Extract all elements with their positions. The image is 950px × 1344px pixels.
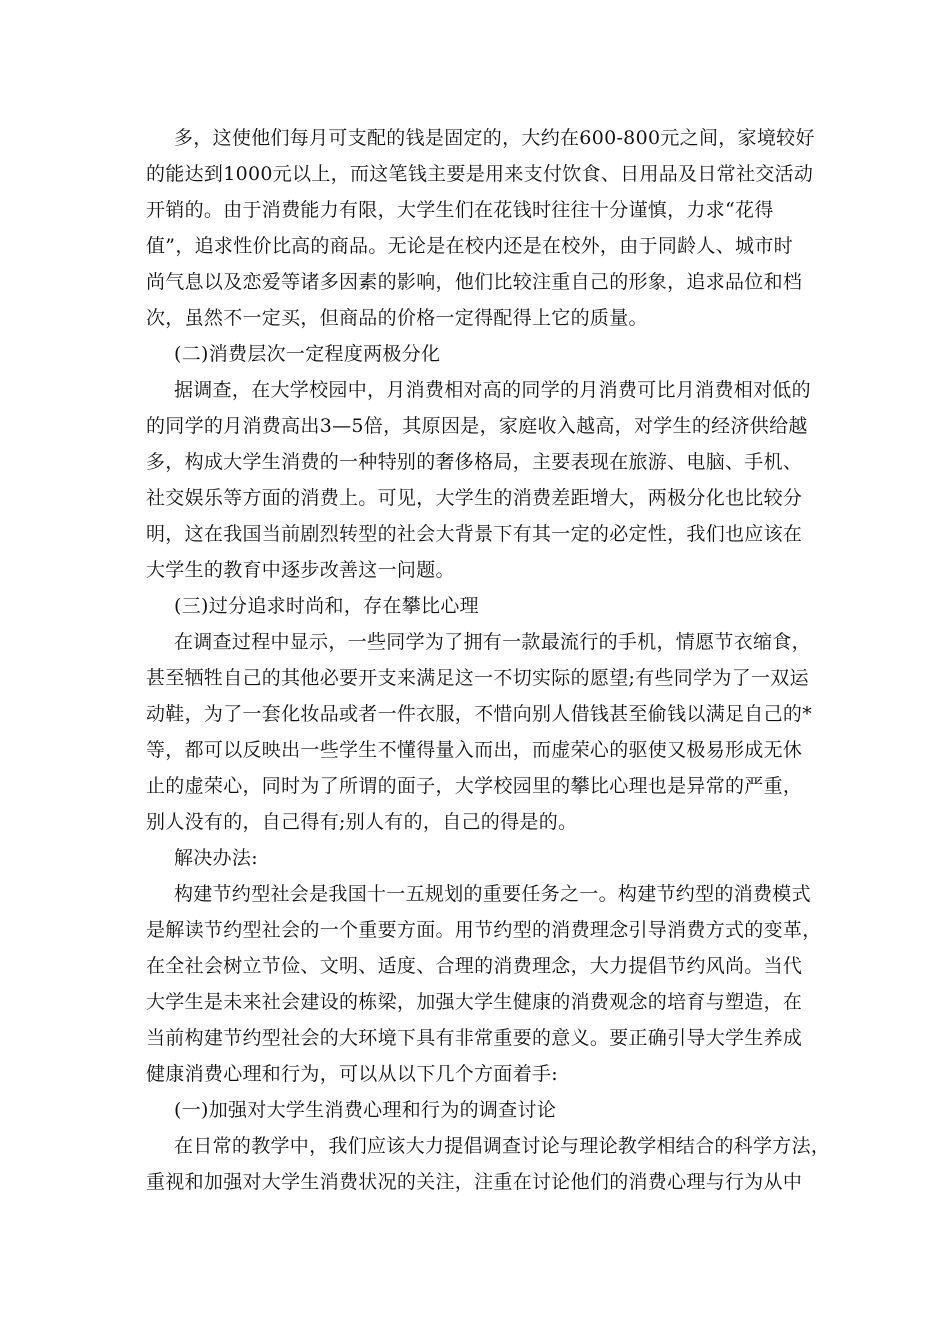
section-heading: (二)消费层次一定程度两极分化: [174, 343, 441, 365]
text-line: 据调查，在大学校园中，月消费相对高的同学的月消费可比月消费相对低的: [174, 379, 811, 401]
text-line: 大学生的教育中逐步改善这一问题。: [146, 559, 455, 581]
text-line: 重视和加强对大学生消费状况的关注，注重在讨论他们的消费心理与行为从中: [146, 1171, 803, 1193]
text-line: 的能达到1000元以上，而这笔钱主要是用来支付饮食、日用品及日常社交活动: [146, 163, 814, 185]
text-line: 是解读节约型社会的一个重要方面。用节约型的消费理念引导消费方式的变革，: [146, 919, 822, 941]
text-line: 别人没有的，自己得有;别人有的，自己的得是的。: [146, 811, 578, 833]
text-line: 明，这在我国当前剧烈转型的社会大背景下有其一定的必定性，我们也应该在: [146, 523, 803, 545]
text-line: 构建节约型社会是我国十一五规划的重要任务之一。构建节约型的消费模式: [174, 883, 811, 905]
text-line: 值”，追求性价比高的商品。无论是在校内还是在校外，由于同龄人、城市时: [146, 235, 793, 257]
text-line: 甚至牺牲自己的其他必要开支来满足这一不切实际的愿望;有些同学为了一双运: [146, 667, 809, 689]
section-heading: 解决办法:: [174, 847, 258, 869]
text-line: 止的虚荣心，同时为了所谓的面子，大学校园里的攀比心理也是异常的严重，: [146, 775, 803, 797]
text-line: 大学生是未来社会建设的栋梁，加强大学生健康的消费观念的培育与塑造，在: [146, 991, 803, 1013]
text-line: 在全社会树立节俭、文明、适度、合理的消费理念，大力提倡节约风尚。当代: [146, 955, 803, 977]
text-line: 在调查过程中显示，一些同学为了拥有一款最流行的手机，情愿节衣缩食，: [174, 631, 811, 653]
text-line: 尚气息以及恋爱等诸多因素的影响，他们比较注重自己的形象，追求品位和档: [146, 271, 803, 293]
text-line: 等，都可以反映出一些学生不懂得量入而出，而虚荣心的驱使又极易形成无休: [146, 739, 803, 761]
text-line: 多，构成大学生消费的一种特别的奢侈格局，主要表现在旅游、电脑、手机、: [146, 451, 803, 473]
text-line: 在日常的教学中，我们应该大力提倡调查讨论与理论教学相结合的科学方法，: [174, 1135, 831, 1157]
text-line: 多，这使他们每月可支配的钱是固定的，大约在600-800元之间，家境较好: [174, 127, 815, 149]
section-heading: (一)加强对大学生消费心理和行为的调查讨论: [174, 1099, 557, 1121]
text-line: 的同学的月消费高出3—5倍，其原因是，家庭收入越高，对学生的经济供给越: [146, 415, 808, 437]
text-line: 社交娱乐等方面的消费上。可见，大学生的消费差距增大，两极分化也比较分: [146, 487, 803, 509]
text-line: 健康消费心理和行为，可以从以下几个方面着手:: [146, 1063, 559, 1085]
text-line: 当前构建节约型社会的大环境下具有非常重要的意义。要正确引导大学生养成: [146, 1027, 803, 1049]
text-line: 次，虽然不一定买，但商品的价格一定得配得上它的质量。: [146, 307, 648, 329]
text-line: 动鞋，为了一套化妆品或者一件衣服，不惜向别人借钱甚至偷钱以满足自己的*: [146, 703, 813, 725]
section-heading: (三)过分追求时尚和，存在攀比心理: [174, 595, 479, 617]
text-line: 开销的。由于消费能力有限，大学生们在花钱时往往十分谨慎，力求“花得: [146, 199, 774, 221]
